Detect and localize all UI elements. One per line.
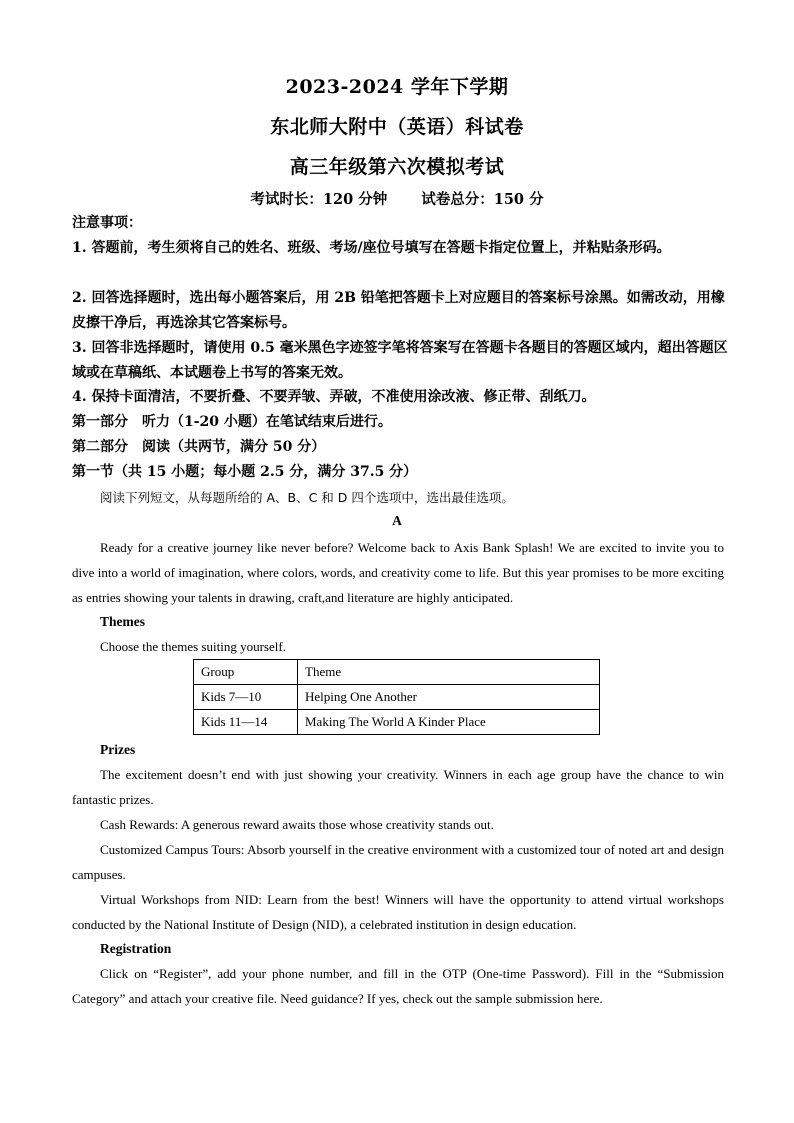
themes-intro: Choose the themes suiting yourself. (100, 639, 286, 654)
registration-text: Click on “Register”, add your phone number, and fill in the OTP (One-time Password). Fill in the “Submission Category” and attach your creative file. Need guidance? If yes, check out the sample submission here. (72, 966, 724, 1006)
exam-name-title: 高三年级第六次模拟考试 (289, 156, 505, 178)
prizes-intro: The excitement doesn’t end with just showing your creativity. Winners in each age group have the chance to win fantastic prizes. (72, 767, 724, 807)
table-header-cell: Group (194, 660, 298, 685)
table-row (194, 685, 600, 710)
table-cell: Kids 7—10 (194, 685, 298, 710)
year-term-title: 2023-2024 学年下学期 (285, 76, 509, 98)
prize-cash-rewards: Cash Rewards: A generous reward awaits those whose creativity stands out. (100, 817, 494, 832)
passage-intro: Ready for a creative journey like never before? Welcome back to Axis Bank Splash! We are excited to invite you to dive into a world of imagination, where colors, words, and creativity come to life. But this year promises to be more exciting as entries showing your talents in drawing, craft,and literature are highly anticipated. (72, 540, 724, 605)
prizes-heading: Prizes (100, 742, 136, 757)
prize-campus-tours: Customized Campus Tours: Absorb yourself in the creative environment with a customized tour of noted art and design campuses. (72, 842, 724, 882)
table-header-cell: Theme (298, 660, 600, 685)
note-3: 3. 回答非选择题时，请使用 0.5 毫米黑色字迹签字笔将答案写在答题卡各题目的答题区域内，超出答题区域或在草稿纸、本试题卷上书写的答案无效。 (72, 340, 728, 381)
table-cell: Making The World A Kinder Place (298, 710, 600, 735)
exam-info-line (0, 188, 794, 209)
part-one-heading: 第一部分 听力（1-20 小题）在笔试结束后进行。 (72, 414, 392, 430)
table-header-row (194, 660, 600, 685)
part-two-heading: 第二部分 阅读（共两节，满分 50 分） (72, 439, 326, 455)
note-4: 4. 保持卡面清洁，不要折叠、不要弄皱、弄破，不准使用涂改液、修正带、刮纸刀。 (72, 389, 596, 405)
exam-duration: 考试时长：120 分钟 (250, 191, 388, 208)
prize-virtual-workshops: Virtual Workshops from NID: Learn from the best! Winners will have the opportunity to attend virtual workshops conducted by the National Institute of Design (NID), a celebrated institution in design education. (72, 892, 724, 932)
themes-heading: Themes (100, 614, 145, 629)
table-cell: Kids 11—14 (194, 710, 298, 735)
school-subject-title: 东北师大附中（英语）科试卷 (270, 116, 524, 138)
exam-total-score: 试卷总分：150 分 (421, 191, 544, 208)
passage-label: A (392, 513, 402, 528)
registration-heading: Registration (100, 941, 172, 956)
themes-table (193, 659, 600, 735)
note-1: 1. 答题前，考生须将自己的姓名、班级、考场/座位号填写在答题卡指定位置上，并粘贴条形码。 (72, 240, 671, 256)
table-row (194, 710, 600, 735)
reading-instruction: 阅读下列短文，从每题所给的 A、B、C 和 D 四个选项中，选出最佳选项。 (100, 490, 514, 505)
notes-title: 注意事项： (72, 215, 142, 231)
note-2: 2. 回答选择题时，选出每小题答案后，用 2B 铅笔把答题卡上对应题目的答案标号涂黑。如需改动，用橡皮擦干净后，再选涂其它答案标号。 (72, 290, 725, 331)
table-cell: Helping One Another (298, 685, 600, 710)
section-one-heading: 第一节（共 15 小题；每小题 2.5 分，满分 37.5 分） (72, 464, 418, 480)
